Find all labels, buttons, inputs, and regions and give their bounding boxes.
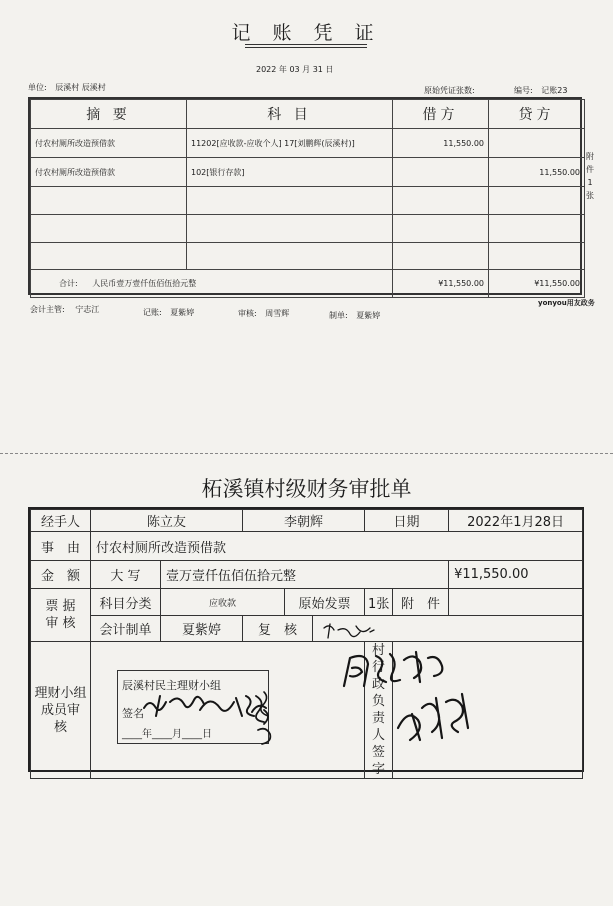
accounting-maker-value: 夏紫婷: [161, 616, 243, 642]
attach-char: 1: [587, 178, 593, 187]
attach-char: 附: [586, 152, 594, 161]
bookkeeper-field: [143, 307, 194, 318]
table-row-empty: [31, 215, 585, 243]
number-label: 编号:: [514, 86, 533, 95]
attach-char: 张: [586, 191, 594, 200]
table-row: [31, 129, 585, 158]
unit-label: 单位:: [28, 83, 47, 92]
orig-invoice-label: 原始发票: [285, 589, 365, 616]
handler-2: 李朝辉: [243, 510, 365, 532]
review-label-line: 审 核: [45, 616, 76, 631]
header-summary: 摘 要: [31, 100, 187, 129]
header-account: 科 目: [187, 100, 393, 129]
row-account: 11202[应收款-应收个人] 17[刘鹏辉(辰溪村)]: [187, 129, 393, 158]
voucher-title: 记 账 凭 证: [231, 22, 382, 44]
committee-signature-side: [250, 690, 280, 750]
bookkeeper-name: 夏紫婷: [170, 308, 195, 317]
number-value: 记账23: [541, 86, 568, 95]
maker-field: [329, 310, 380, 321]
auditor-name: 周雪辉: [265, 309, 290, 318]
accounting-maker-label: 会计制单: [91, 616, 161, 642]
orig-count-label: 原始凭证张数:: [424, 86, 475, 95]
attachment-label: 附 件: [393, 589, 449, 616]
amount-words: 壹万壹仟伍佰伍拾元整: [161, 561, 449, 589]
row-summary: 付农村厕所改造预借款: [31, 158, 187, 187]
total-label: 合计:: [59, 279, 78, 288]
maker-name: 夏紫婷: [356, 311, 381, 320]
subject-class-value: 应收款: [161, 589, 285, 616]
brand-label: yonyou用友政务: [538, 299, 595, 307]
total-cell: [31, 270, 393, 298]
review-label-line: 票 据: [45, 599, 76, 614]
row-credit: [489, 129, 585, 158]
bookkeeper-label: 记账:: [143, 308, 162, 317]
orig-invoice-value: 1张: [365, 589, 393, 616]
title-underline: [245, 44, 367, 48]
attach-char: 件: [586, 165, 594, 174]
date-label: 日期: [365, 510, 449, 532]
row-debit: [393, 158, 489, 187]
auditor-label: 审核:: [238, 309, 257, 318]
recheck-signature: [320, 620, 380, 642]
amount-figures: ¥11,550.00: [449, 561, 583, 589]
approval-title: 柘溪镇村级财务审批单: [201, 477, 412, 501]
row-credit: 11,550.00: [489, 158, 585, 187]
matter-label: 事 由: [31, 532, 91, 561]
stamp-date-line: ____年____月____日: [122, 729, 212, 740]
review-label: [31, 589, 91, 642]
unit-value: 辰溪村 辰溪村: [55, 83, 106, 92]
row-summary: 付农村厕所改造预借款: [31, 129, 187, 158]
row-account: 102[银行存款]: [187, 158, 393, 187]
voucher-number: [514, 85, 567, 96]
committee-label: 理财小组成员审 核: [31, 642, 91, 779]
village-leader-label: 村行政负责人签字: [365, 642, 393, 779]
attachment-value: [449, 589, 583, 616]
subject-class-label: 科目分类: [91, 589, 161, 616]
header-debit: 借方: [393, 100, 489, 129]
row-debit: 11,550.00: [393, 129, 489, 158]
stamp-title: 辰溪村民主理财小组: [122, 679, 221, 692]
unit-field: [28, 82, 106, 93]
auditor-field: [238, 308, 289, 319]
total-credit: ¥11,550.00: [489, 270, 585, 298]
date-value: 2022年1月28日: [449, 510, 583, 532]
amount-label: 金 额: [31, 561, 91, 589]
header-credit: 贷方: [489, 100, 585, 129]
voucher-date: 2022 年 03 月 31 日: [256, 65, 334, 74]
voucher-table: [28, 97, 582, 295]
recheck-label: 复 核: [243, 616, 313, 642]
total-words: 人民币壹万壹仟伍佰伍拾元整: [92, 279, 197, 288]
supervisor-label: 会计主管:: [30, 305, 65, 314]
total-row: [31, 270, 585, 298]
handler-label: 经手人: [31, 510, 91, 532]
page-divider: [0, 453, 613, 454]
supervisor-name: 宁志江: [75, 305, 100, 314]
handler-1: 陈立友: [91, 510, 243, 532]
stamp-sign-label: 签名: [122, 707, 144, 720]
total-debit: ¥11,550.00: [393, 270, 489, 298]
uppercase-label: 大 写: [91, 561, 161, 589]
table-row-empty: [31, 243, 585, 270]
table-row-empty: [31, 187, 585, 215]
matter-value: 付农村厕所改造预借款: [91, 532, 583, 561]
supervisor-field: [30, 304, 99, 315]
attachment-note: [583, 150, 597, 202]
leader-signature-2: [392, 688, 482, 748]
table-row: [31, 158, 585, 187]
approval-table: [28, 507, 584, 777]
maker-label: 制单:: [329, 311, 348, 320]
